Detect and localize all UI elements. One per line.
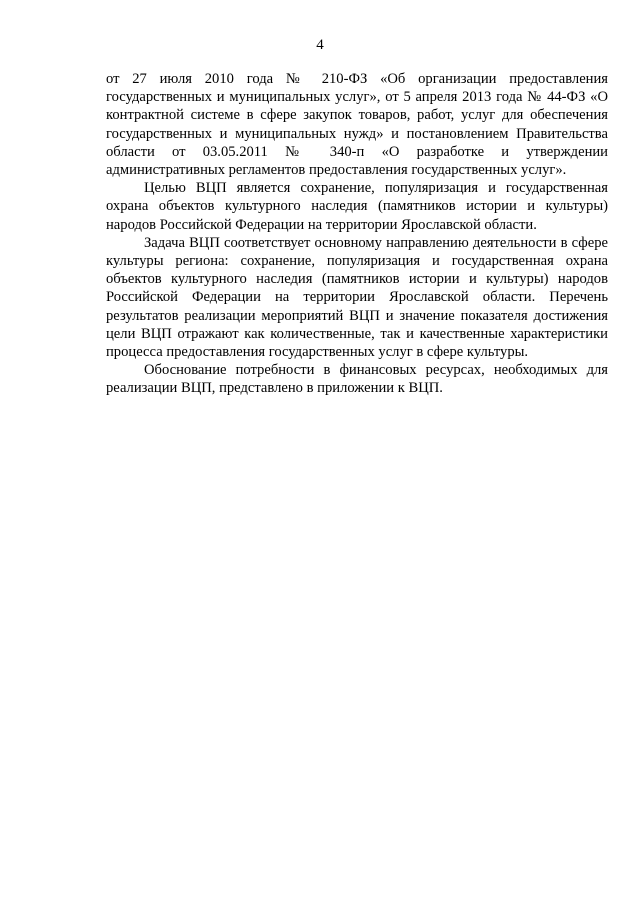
paragraph-legal-basis: от 27 июля 2010 года № 210-ФЗ «Об организации предоставления государственных и муниципальных услуг», от 5 апреля 2013 года № 44-ФЗ «О контрактной системе в сфере закупок товаров, работ, услуг для обеспечения государственных и муниципальных нужд» и постановлением Правительства области от 03.05.2011 № 340-п «О разработке и утверждении административных регламентов предоставления государственных услуг». xyxy=(106,71,608,179)
page-number: 4 xyxy=(316,37,324,53)
paragraph-financing: Обоснование потребности в финансовых ресурсах, необходимых для реализации ВЦП, представлено в приложении к ВЦП. xyxy=(106,362,608,397)
document-body xyxy=(106,70,608,398)
paragraph-goal: Целью ВЦП является сохранение, популяризация и государственная охрана объектов культурного наследия (памятников истории и культуры) народов Российской Федерации на территории Ярославской области. xyxy=(106,180,608,233)
paragraph-task: Задача ВЦП соответствует основному направлению деятельности в сфере культуры региона: сохранение, популяризация и государственная охрана объектов культурного наследия (памятников истории и культуры) народов Российской Федерации на территории Ярославской области. Перечень результатов реализации мероприятий ВЦП и значение показателя достижения цели ВЦП отражают как количественные, так и качественные характеристики процесса предоставления государственных услуг в сфере культуры. xyxy=(106,234,608,361)
